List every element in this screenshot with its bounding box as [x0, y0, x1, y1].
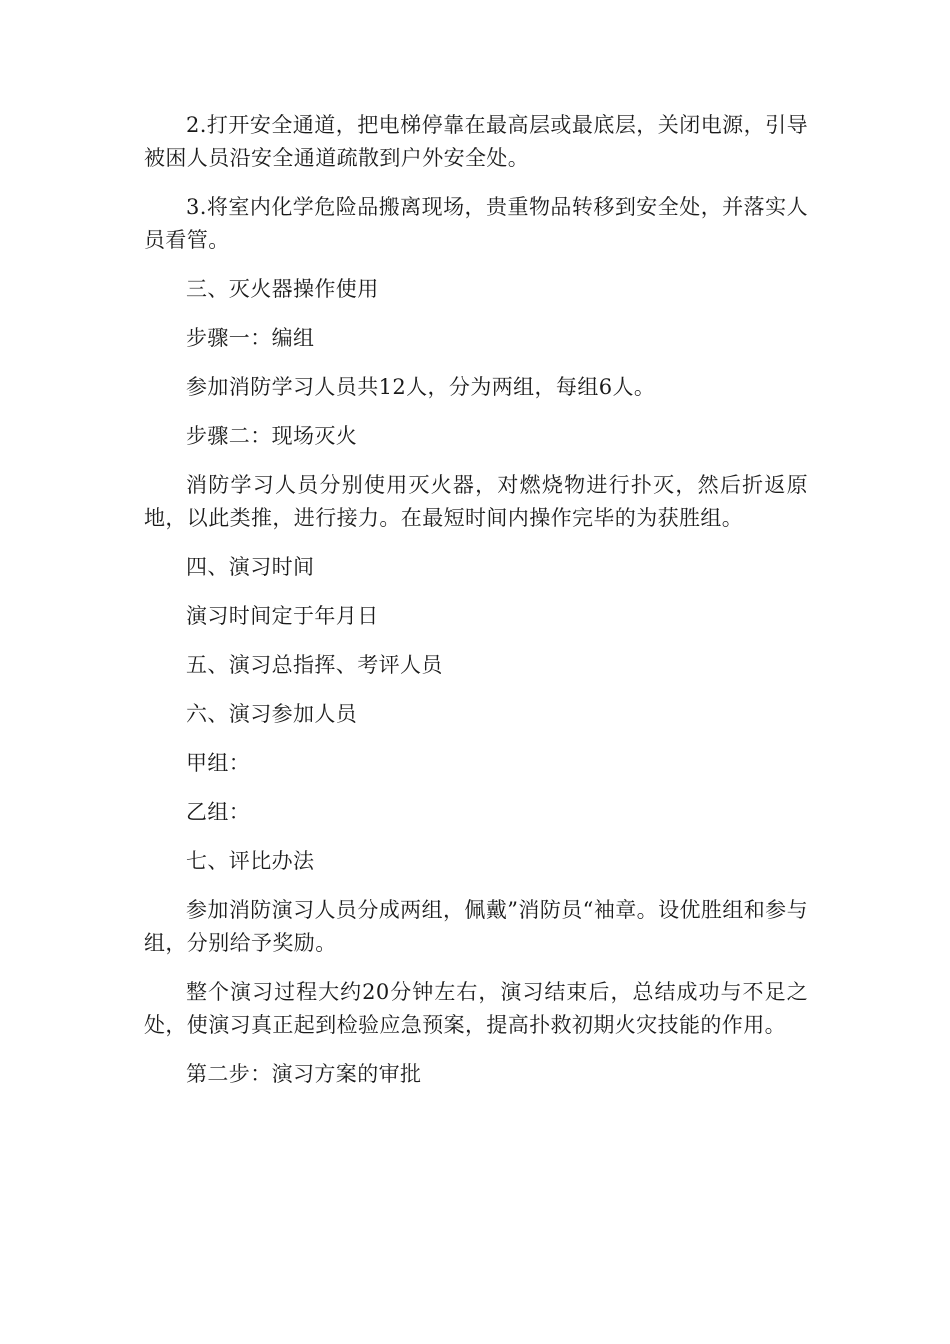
participant-group-b: 乙组：	[186, 800, 251, 824]
step-heading-grouping: 步骤一：编组	[186, 326, 315, 350]
document-body	[144, 109, 808, 1107]
paragraph-evacuation-step-3: 3.将室内化学危险品搬离现场，贵重物品转移到安全处，并落实人员看管。	[144, 195, 808, 252]
participant-group-a: 甲组：	[186, 751, 251, 775]
paragraph-drill-time: 演习时间定于年月日	[186, 604, 379, 628]
paragraph-evacuation-step-2: 2.打开安全通道，把电梯停靠在最高层或最底层，关闭电源，引导被困人员沿安全通道疏散到户外安全处。	[144, 113, 808, 170]
section-heading-extinguisher-operation: 三、灭火器操作使用	[186, 277, 379, 301]
paragraph-evaluation-groups: 参加消防演习人员分成两组，佩戴”消防员“袖章。设优胜组和参与组，分别给予奖励。	[144, 898, 808, 955]
section-heading-evaluation-method: 七、评比办法	[186, 849, 315, 873]
paragraph-drill-summary: 整个演习过程大约20分钟左右，演习结束后，总结成功与不足之处，使演习真正起到检验应急预案，提高扑救初期火灾技能的作用。	[144, 980, 808, 1037]
section-heading-commander-evaluators: 五、演习总指挥、考评人员	[186, 653, 443, 677]
section-heading-participants: 六、演习参加人员	[186, 702, 358, 726]
section-heading-drill-time: 四、演习时间	[186, 555, 315, 579]
step-heading-plan-approval: 第二步：演习方案的审批	[186, 1062, 422, 1086]
paragraph-grouping-detail: 参加消防学习人员共12人，分为两组，每组6人。	[186, 375, 656, 399]
paragraph-extinguishing-detail: 消防学习人员分别使用灭火器，对燃烧物进行扑灭，然后折返原地，以此类推，进行接力。在最短时间内操作完毕的为获胜组。	[144, 473, 808, 530]
step-heading-onsite-extinguishing: 步骤二：现场灭火	[186, 424, 358, 448]
